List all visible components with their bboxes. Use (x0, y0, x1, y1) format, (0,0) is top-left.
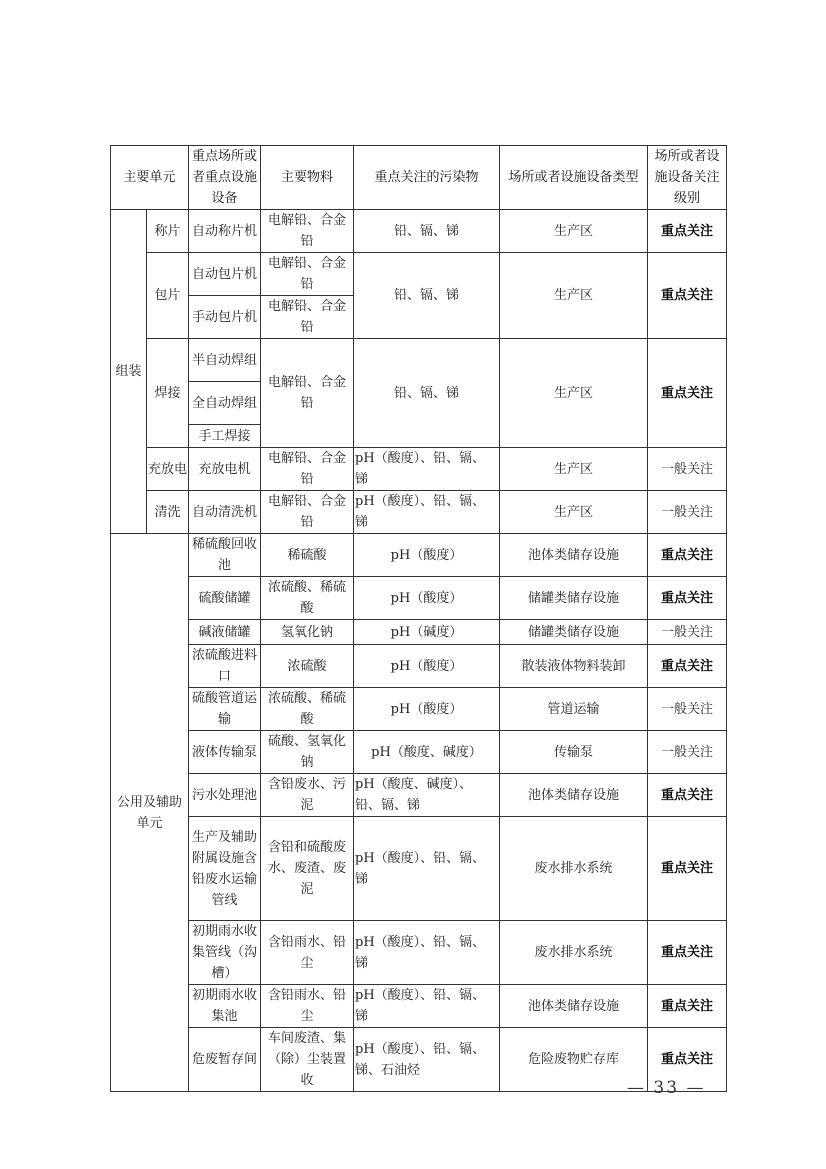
cell-level: 一般关注 (648, 731, 727, 774)
cell-material: 电解铅、合金铅 (261, 491, 354, 534)
cell-pollutant: pH（酸度）、铅、镉、锑 (354, 448, 500, 491)
cell-level: 重点关注 (648, 645, 727, 688)
cell-facility: 污水处理池 (189, 774, 261, 817)
cell-subunit: 称片 (147, 210, 189, 253)
cell-type: 生产区 (500, 339, 648, 448)
table-row (111, 817, 727, 921)
table-row (111, 620, 727, 645)
cell-subunit: 包片 (147, 253, 189, 339)
table-row (111, 645, 727, 688)
cell-material: 浓硫酸 (261, 645, 354, 688)
header-facility-type: 场所或者设施设备类型 (500, 146, 648, 210)
cell-pollutant: pH（酸度）、铅、镉、锑 (354, 491, 500, 534)
header-main-unit: 主要单元 (111, 146, 189, 210)
cell-facility: 自动称片机 (189, 210, 261, 253)
cell-facility: 稀硫酸回收池 (189, 534, 261, 577)
cell-material: 氢氧化钠 (261, 620, 354, 645)
cell-level: 重点关注 (648, 577, 727, 620)
cell-level: 重点关注 (648, 817, 727, 921)
cell-material: 电解铅、合金铅 (261, 339, 354, 448)
table-row (111, 774, 727, 817)
cell-pollutant: pH（酸度、碱度） (354, 731, 500, 774)
cell-facility: 碱液储罐 (189, 620, 261, 645)
cell-type: 传输泵 (500, 731, 648, 774)
header-key-pollutants: 重点关注的污染物 (354, 146, 500, 210)
cell-material: 含铅废水、污泥 (261, 774, 354, 817)
cell-material: 稀硫酸 (261, 534, 354, 577)
cell-facility: 生产及辅助附属设施含铅废水运输管线 (189, 817, 261, 921)
table-row (111, 688, 727, 731)
cell-facility: 手工焊接 (189, 425, 261, 448)
cell-level: 重点关注 (648, 253, 727, 339)
cell-facility: 自动清洗机 (189, 491, 261, 534)
cell-subunit: 清洗 (147, 491, 189, 534)
cell-material: 车间废渣、集（除）尘装置收 (261, 1028, 354, 1092)
table-row (111, 339, 727, 382)
cell-pollutant: pH（酸度） (354, 577, 500, 620)
cell-material: 硫酸、氢氧化钠 (261, 731, 354, 774)
cell-level: 重点关注 (648, 534, 727, 577)
cell-facility: 半自动焊组 (189, 339, 261, 382)
cell-facility: 初期雨水收集池 (189, 985, 261, 1028)
cell-level: 重点关注 (648, 921, 727, 985)
cell-facility: 液体传输泵 (189, 731, 261, 774)
cell-facility: 手动包片机 (189, 296, 261, 339)
cell-unit: 组装 (111, 210, 147, 534)
cell-facility: 自动包片机 (189, 253, 261, 296)
cell-facility: 危废暂存间 (189, 1028, 261, 1092)
cell-type: 储罐类储存设施 (500, 577, 648, 620)
cell-material: 电解铅、合金铅 (261, 210, 354, 253)
cell-level: 一般关注 (648, 620, 727, 645)
cell-level: 重点关注 (648, 1028, 727, 1092)
table-row (111, 210, 727, 253)
table-row (111, 577, 727, 620)
cell-type: 废水排水系统 (500, 921, 648, 985)
cell-subunit: 焊接 (147, 339, 189, 448)
cell-type: 池体类储存设施 (500, 985, 648, 1028)
cell-pollutant: pH（酸度） (354, 534, 500, 577)
header-key-facility: 重点场所或者重点设施设备 (189, 146, 261, 210)
cell-type: 池体类储存设施 (500, 534, 648, 577)
cell-level: 重点关注 (648, 339, 727, 448)
cell-pollutant: 铅、镉、锑 (354, 253, 500, 339)
cell-facility: 硫酸储罐 (189, 577, 261, 620)
cell-material: 浓硫酸、稀硫酸 (261, 688, 354, 731)
cell-pollutant: pH（酸度）、铅、镉、锑 (354, 921, 500, 985)
cell-level: 一般关注 (648, 448, 727, 491)
cell-level: 一般关注 (648, 491, 727, 534)
cell-level: 重点关注 (648, 985, 727, 1028)
cell-type: 废水排水系统 (500, 817, 648, 921)
table-row (111, 491, 727, 534)
cell-material: 电解铅、合金铅 (261, 296, 354, 339)
header-focus-level: 场所或者设施设备关注级别 (648, 146, 727, 210)
cell-facility: 浓硫酸进料口 (189, 645, 261, 688)
cell-type: 生产区 (500, 448, 648, 491)
table-row (111, 731, 727, 774)
cell-facility: 全自动焊组 (189, 382, 261, 425)
cell-level: 重点关注 (648, 774, 727, 817)
cell-type: 池体类储存设施 (500, 774, 648, 817)
cell-material: 含铅雨水、铅尘 (261, 921, 354, 985)
cell-facility: 充放电机 (189, 448, 261, 491)
cell-pollutant: pH（碱度） (354, 620, 500, 645)
cell-material: 含铅雨水、铅尘 (261, 985, 354, 1028)
cell-level: 一般关注 (648, 688, 727, 731)
header-main-materials: 主要物料 (261, 146, 354, 210)
cell-type: 散装液体物料装卸 (500, 645, 648, 688)
cell-facility: 硫酸管道运输 (189, 688, 261, 731)
cell-type: 管道运输 (500, 688, 648, 731)
cell-subunit: 充放电 (147, 448, 189, 491)
cell-material: 含铅和硫酸废水、废渣、废泥 (261, 817, 354, 921)
cell-pollutant: pH（酸度）、铅、镉、锑、石油烃 (354, 1028, 500, 1092)
table-row (111, 253, 727, 296)
cell-level: 重点关注 (648, 210, 727, 253)
cell-type: 生产区 (500, 210, 648, 253)
cell-type: 生产区 (500, 253, 648, 339)
pollution-focus-table (110, 145, 727, 1092)
cell-type: 储罐类储存设施 (500, 620, 648, 645)
table-row (111, 985, 727, 1028)
cell-pollutant: pH（酸度）、铅、镉、锑 (354, 985, 500, 1028)
table-row (111, 534, 727, 577)
cell-material: 电解铅、合金铅 (261, 448, 354, 491)
cell-pollutant: 铅、镉、锑 (354, 339, 500, 448)
cell-type: 危险废物贮存库 (500, 1028, 648, 1092)
cell-pollutant: pH（酸度） (354, 688, 500, 731)
cell-type: 生产区 (500, 491, 648, 534)
table-row (111, 921, 727, 985)
cell-pollutant: pH（酸度）、铅、镉、锑 (354, 817, 500, 921)
cell-unit: 公用及辅助单元 (111, 534, 189, 1092)
table-row (111, 448, 727, 491)
cell-pollutant: pH（酸度、碱度）、铅、镉、锑 (354, 774, 500, 817)
table-header-row (111, 146, 727, 210)
cell-material: 电解铅、合金铅 (261, 253, 354, 296)
cell-material: 浓硫酸、稀硫酸 (261, 577, 354, 620)
cell-facility: 初期雨水收集管线（沟槽） (189, 921, 261, 985)
cell-pollutant: pH（酸度） (354, 645, 500, 688)
page-number: — 33 — (627, 1078, 706, 1098)
cell-pollutant: 铅、镉、锑 (354, 210, 500, 253)
